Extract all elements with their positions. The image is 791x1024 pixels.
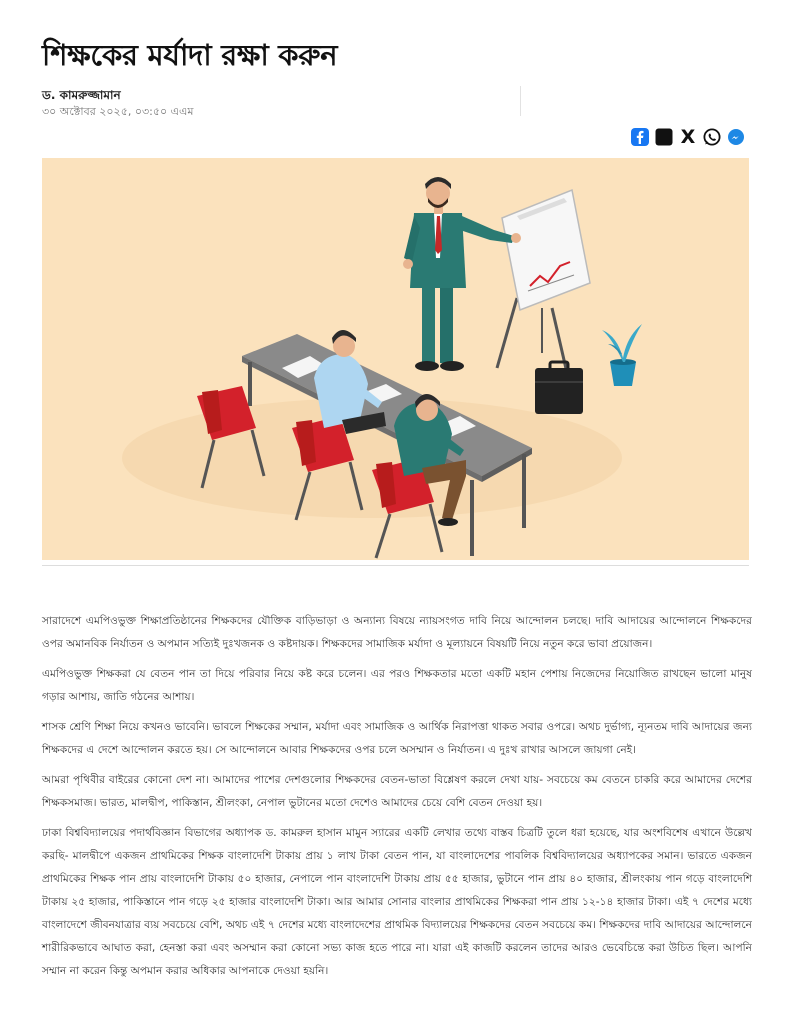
article-body (42, 610, 752, 990)
article-paragraph: এমপিওভুক্ত শিক্ষকরা যে বেতন পান তা দিয়ে পরিবার নিয়ে কষ্ট করে চলেন। এর পরও শিক্ষকতার মতো একটি মহান পেশায় নিজেদের নিয়োজিত রাখছেন ভালো মানুষ গড়ার আশায়, জাতি গঠনের আশায়। (42, 668, 752, 703)
hero-divider (42, 565, 749, 566)
hero-illustration (42, 158, 749, 560)
facebook-icon[interactable] (630, 127, 650, 147)
publish-date: ৩০ অক্টোবর ২০২৫, ০৩:৫০ এএম (42, 105, 194, 118)
header-divider (520, 86, 521, 116)
square-icon[interactable] (654, 127, 674, 147)
headline: শিক্ষকের মর্যাদা রক্ষা করুন (42, 38, 338, 72)
classroom-illustration (42, 158, 749, 560)
share-bar (630, 127, 746, 147)
article-paragraph: সারাদেশে এমপিওভুক্ত শিক্ষাপ্রতিষ্ঠানের শিক্ষকদের যৌক্তিক বাড়িভাড়া ও অন্যান্য বিষয়ে ন্যায়সংগত দাবি নিয়ে আন্দোলন চলছে। দাবি আদায়ের আন্দোলনে শিক্ষকদের ওপর অমানবিক নির্যাতন ও অপমান সত্যিই দুঃখজনক ও কষ্টদায়ক। শিক্ষকদের সামাজিক মর্যাদা ও মূল্যায়নে বিষয়টি নিয়ে নতুন করে ভাবা প্রয়োজন। (42, 615, 752, 650)
author-name[interactable]: ড. কামরুজ্জামান (42, 88, 121, 102)
x-icon[interactable]: X (680, 126, 696, 148)
article-paragraph: শাসক শ্রেণি শিক্ষা নিয়ে কখনও ভাবেনি। ভাবলে শিক্ষকের সম্মান, মর্যাদা এবং সামাজিক ও আর্থিক নিরাপত্তা থাকত সবার ওপরে। অথচ দুর্ভাগ্য, ন্যূনতম দাবি আদায়ের জন্য শিক্ষকদের এ দেশে আন্দোলন করতে হয়। সে আন্দোলনে আবার শিক্ষকদের ওপর চলে অসম্মান ও নির্যাতন। এ দুঃখ রাখার আসলে জায়গা নেই। (42, 721, 752, 756)
article-paragraph: আমরা পৃথিবীর বাইরের কোনো দেশ না। আমাদের পাশের দেশগুলোর শিক্ষকদের বেতন-ভাতা বিশ্লেষণ করলে দেখা যায়- সবচেয়ে কম বেতনে চাকরি করে আমাদের দেশের শিক্ষকসমাজ। ভারত, মালদ্বীপ, পাকিস্তান, শ্রীলংকা, নেপাল ভুটানের মতো দেশেও আমাদের চেয়ে বেশি বেতন দেওয়া হয়। (42, 774, 752, 809)
article-paragraph: ঢাকা বিশ্ববিদ্যালয়ের পদার্থবিজ্ঞান বিভাগের অধ্যাপক ড. কামরুল হাসান মামুন স্যারের একটি লেখার তথ্যে বাস্তব চিত্রটি তুলে ধরা হয়েছে, যার অংশবিশেষ এখানে উল্লেখ করছি- মালদ্বীপে একজন প্রাথমিকের শিক্ষক বাংলাদেশি টাকায় প্রায় ১ লাখ টাকা বেতন পান, যা বাংলাদেশের পাবলিক বিশ্ববিদ্যালয়ের অধ্যাপকের সমান। ভারতে একজন প্রাথমিকের শিক্ষক পান প্রায় বাংলাদেশি টাকায় ৫০ হাজার, নেপালে পান বাংলাদেশি টাকায় প্রায় ৫৫ হাজার, ভুটানে পান প্রায় ৪০ হাজার, শ্রীলংকায় পান গড়ে বাংলাদেশি টাকায় ২৫ হাজার, পাকিস্তানে পান গড়ে ২৫ হাজার বাংলাদেশি টাকা। আর আমার সোনার বাংলার প্রাথমিকের শিক্ষকরা পান প্রায় ১২-১৪ হাজার টাকা। এই ৭ দেশের মধ্যে বাংলাদেশে জীবনযাত্রার ব্যয় সবচেয়ে বেশি, অথচ এই ৭ দেশের মধ্যে বাংলাদেশের প্রাথমিক বিদ্যালয়ের শিক্ষকদের বেতন সবচেয়ে কম। শিক্ষকদের দাবি আদায়ের আন্দোলনে শারীরিকভাবে আঘাত করা, হেনস্তা করা এবং অসম্মান করা কোনো সভ্য কাজ হতে পারে না। যারা এই কাজটি করলেন তাদের আরও ভেবেচিন্তে করা উচিত ছিল। আপনি সম্মান না করেন কিন্তু অপমান করার অধিকার আপনাকে দেওয়া হয়নি। (42, 827, 752, 977)
messenger-icon[interactable] (726, 127, 746, 147)
presentation-easel (497, 158, 590, 373)
potted-plant (602, 324, 642, 386)
whatsapp-icon[interactable] (702, 127, 722, 147)
briefcase (535, 362, 583, 414)
